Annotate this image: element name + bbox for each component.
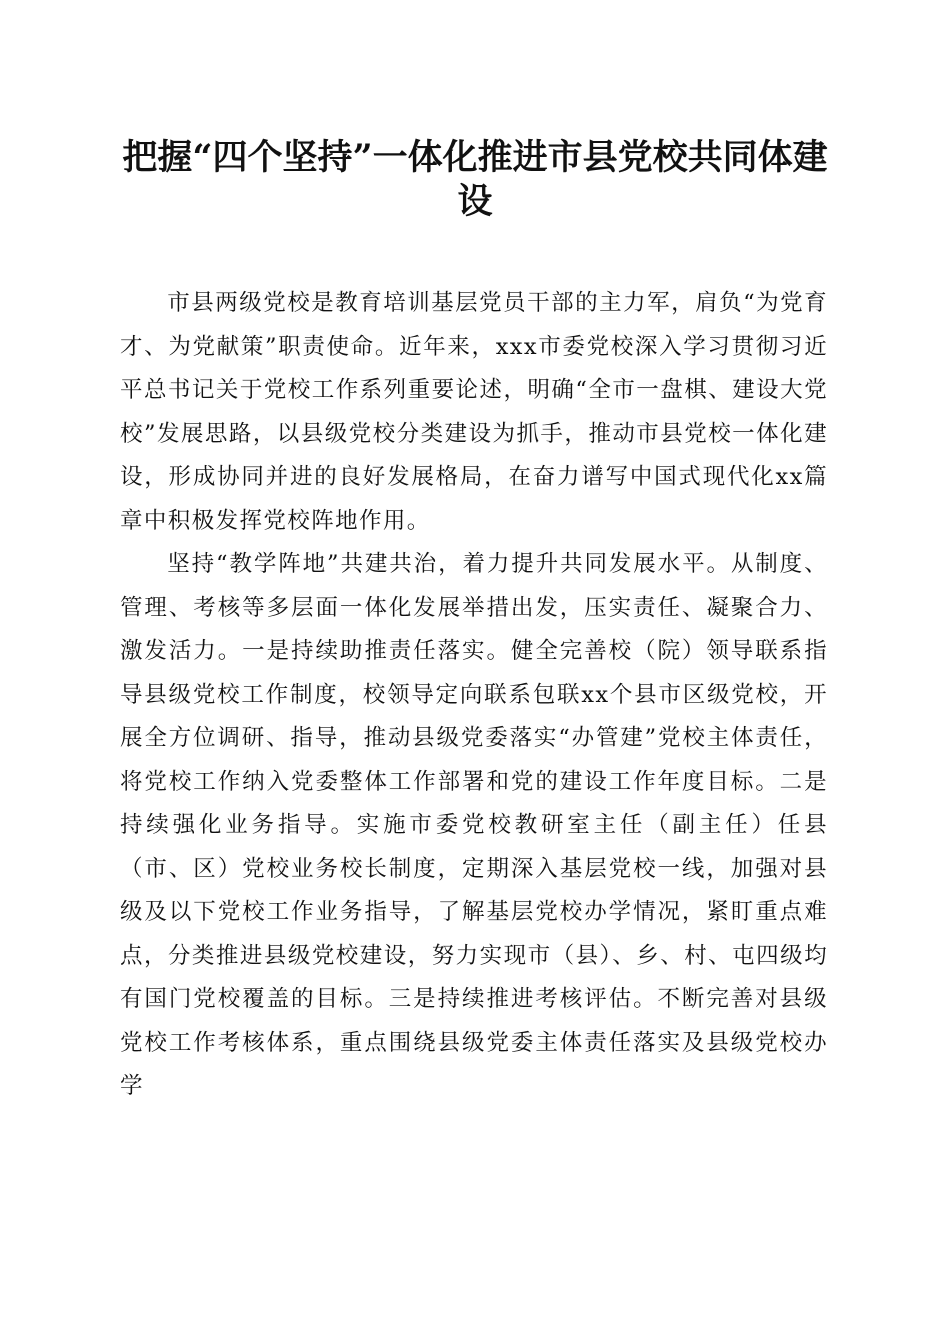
body-paragraph: 坚持“教学阵地”共建共治，着力提升共同发展水平。从制度、管理、考核等多层面一体化发展举措出发，压实责任、凝聚合力、激发活力。一是持续助推责任落实。健全完善校（院）领导联系指导县级党校工作制度，校领导定向联系包联xx个县市区级党校，开展全方位调研、指导，推动县级党委落实“办管建”党校主体责任，将党校工作纳入党委整体工作部署和党的建设工作年度目标。二是持续强化业务指导。实施市委党校教研室主任（副主任）任县（市、区）党校业务校长制度，定期深入基层党校一线，加强对县级及以下党校工作业务指导，了解基层党校办学情况，紧盯重点难点，分类推进县级党校建设，努力实现市（县）、乡、村、屯四级均有国门党校覆盖的目标。三是持续推进考核评估。不断完善对县级党校工作考核体系，重点围绕县级党委主体责任落实及县级党校办学 — [120, 551, 828, 1099]
document-title: 把握“四个坚持”一体化推进市县党校共同体建设 — [122, 137, 828, 222]
body-paragraph: 市县两级党校是教育培训基层党员干部的主力军，肩负“为党育才、为党献策”职责使命。近年来，xxx市委党校深入学习贯彻习近平总书记关于党校工作系列重要论述，明确“全市一盘棋、建设大党校”发展思路，以县级党校分类建设为抓手，推动市县党校一体化建设，形成协同并进的良好发展格局，在奋力谱写中国式现代化xx篇章中积极发挥党校阵地作用。 — [120, 290, 828, 534]
document-body — [120, 282, 828, 1109]
